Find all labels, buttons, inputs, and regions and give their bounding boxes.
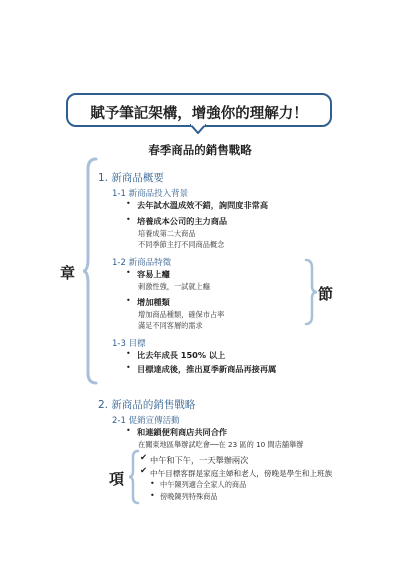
note-text: 培養成第二大商品 bbox=[138, 229, 196, 238]
bullet-icon: • bbox=[150, 491, 155, 500]
document-title: 春季商品的銷售戰略 bbox=[148, 143, 252, 157]
note-text: 增加商品種類，確保市占率 bbox=[138, 310, 225, 319]
chapter-brace-icon bbox=[82, 157, 98, 385]
bullet-icon: • bbox=[126, 426, 131, 435]
bullet-icon: • bbox=[126, 363, 131, 372]
bullet-icon: • bbox=[150, 479, 155, 488]
section-1-heading: 1. 新商品概要 bbox=[98, 172, 164, 184]
subsection-1-3-heading: 1-3 目標 bbox=[112, 339, 146, 349]
bullet-text: 容易上癮 bbox=[137, 269, 170, 279]
note-text: 在關東地區舉辦試吃會──在 23 區的 10 間店舖舉辦 bbox=[138, 440, 304, 449]
note-text: 刺激性強，一試就上癮 bbox=[138, 282, 210, 291]
title-banner bbox=[66, 93, 332, 127]
bullet-icon: • bbox=[126, 199, 131, 208]
bullet-text: 和連鎖便利商店共同合作 bbox=[137, 427, 228, 437]
check-item-text: 中午目標客群是家庭主婦和老人，傍晚是學生和上班族 bbox=[150, 469, 333, 478]
subsection-1-2-heading: 1-2 新商品特徵 bbox=[112, 258, 172, 268]
section-2-heading: 2. 新商品的銷售戰略 bbox=[98, 399, 196, 411]
bullet-text: 目標達成後，推出夏季新商品再接再厲 bbox=[137, 364, 277, 374]
banner-pointer-icon bbox=[190, 124, 206, 134]
subsection-1-1-heading: 1-1 新商品投入背景 bbox=[112, 189, 189, 199]
check-item-text: 中午和下午，一天舉辦兩次 bbox=[150, 455, 249, 465]
section-label: 節 bbox=[318, 285, 334, 303]
bullet-icon: • bbox=[126, 349, 131, 358]
subsection-2-1-heading: 2-1 促銷宣傳活動 bbox=[112, 416, 180, 426]
check-icon: ✔ bbox=[140, 466, 148, 476]
note-text: 不同季節主打不同商品概念 bbox=[138, 240, 225, 249]
bullet-icon: • bbox=[126, 268, 131, 277]
item-label: 項 bbox=[109, 470, 125, 488]
bullet-icon: • bbox=[126, 296, 131, 305]
bullet-text: 去年試水溫成效不錯，詢問度非常高 bbox=[137, 200, 269, 210]
bullet-text: 比去年成長 150% 以上 bbox=[137, 350, 226, 360]
section-brace-icon bbox=[304, 258, 318, 326]
chapter-label: 章 bbox=[60, 264, 76, 282]
bullet-text: 培養成本公司的主力商品 bbox=[137, 216, 228, 226]
check-icon: ✔ bbox=[140, 453, 148, 463]
sub-bullet-text: 中午陳列適合全家人的商品 bbox=[160, 480, 247, 489]
bullet-icon: • bbox=[126, 215, 131, 224]
note-text: 滿足不同客層的需求 bbox=[138, 321, 203, 330]
item-brace-icon bbox=[128, 449, 140, 505]
sub-bullet-text: 傍晚陳列特殊商品 bbox=[160, 492, 218, 501]
banner-text: 賦予筆記架構，增強你的理解力！ bbox=[90, 106, 308, 122]
bullet-text: 增加種類 bbox=[137, 297, 170, 307]
